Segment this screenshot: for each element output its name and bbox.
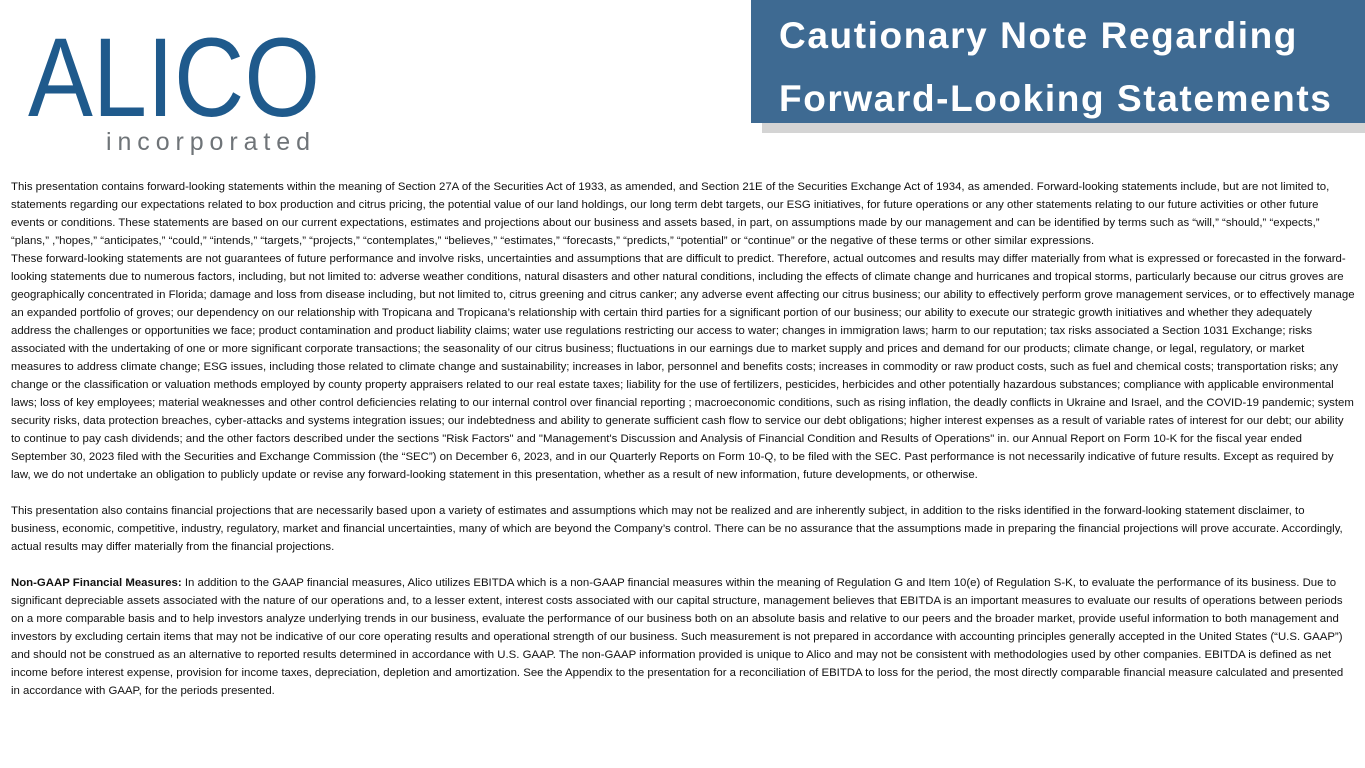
- paragraph-spacer: [11, 556, 1355, 574]
- paragraph-spacer: [11, 484, 1355, 502]
- paragraph-forward-looking-intro: This presentation contains forward-looking statements within the meaning of Section 27A of the Securities Act of 1933, as amended, and Section 21E of the Securities Exchange Act of 1934, as amended. Forward-looking statements include, but are not limited to, statements regarding our expectations related to box production and citrus pricing, the potential value of our land holdings, our long term debt targets, our ESG initiatives, for future operations or any other statements relating to our future activities or other future events or conditions. These statements are based on our current expectations, estimates and projections about our business and assets based, in part, on assumptions made by our management and can be identified by terms such as “will,” “should,” “expects,” “plans,” ,”hopes,” “anticipates,” “could,” “intends,” “targets,” “projects,” “contemplates,” “believes,” “estimates,” “forecasts,” “predicts,” “potential” or “continue” or the negative of these terms or other similar expressions.: [11, 181, 1330, 247]
- paragraph-non-gaap: [11, 574, 1355, 700]
- logo-tagline-text: incorporated: [106, 128, 310, 156]
- paragraph-risk-factors: These forward-looking statements are not guarantees of future performance and involve risks, uncertainties and assumptions that are difficult to predict. Therefore, actual outcomes and results may differ materially from what is expressed or forecasted in the forward-looking statements due to numerous factors, including, but not limited to: adverse weather conditions, natural disasters and other natural conditions, including the effects of climate change and hurricanes and tropical storms, particularly because our citrus groves are geographically concentrated in Florida; damage and loss from disease including, but not limited to, citrus greening and citrus canker; any adverse event affecting our citrus business; our ability to effectively perform grove management services, or to effectively manage an expanded portfolio of groves; our dependency on our relationship with Tropicana and Tropicana’s relationship with certain third parties for a significant portion of our business; our ability to execute our strategic growth initiatives and whether they adequately address the challenges or opportunities we face; product contamination and product liability claims; water use regulations restricting our access to water; changes in immigration laws; harm to our reputation; tax risks associated a Section 1031 Exchange; risks associated with the undertaking of one or more significant corporate transactions; the seasonality of our citrus business; fluctuations in our earnings due to market supply and prices and demand for our products; climate change, or legal, regulatory, or market measures to address climate change; ESG issues, including those related to climate change and sustainability; increases in labor, personnel and benefits costs; increases in commodity or raw product costs, such as fuel and chemical costs; transportation risks; any change or the classification or valuation methods employed by county property appraisers related to our real estate taxes; liability for the use of fertilizers, pesticides, herbicides and other potentially hazardous substances; compliance with applicable environmental laws; loss of key employees; material weaknesses and other control deficiencies relating to our internal control over financial reporting ; macroeconomic conditions, such as rising inflation, the deadly conflicts in Ukraine and Israel, and the COVID-19 pandemic; system security risks, data protection breaches, cyber-attacks and systems integration issues; our indebtedness and ability to generate sufficient cash flow to service our debt obligations; higher interest expenses as a result of variable rates of interest for our debt; our ability to continue to pay cash dividends; and the other factors described under the sections "Risk Factors" and "Management's Discussion and Analysis of Financial Condition and Results of Operations" in. our Annual Report on Form 10-K for the fiscal year ended September 30, 2023 filed with the Securities and Exchange Commission (the “SEC”) on December 6, 2023, and in our Quarterly Reports on Form 10-Q, to be filed with the SEC. Past performance is not necessarily indicative of future results. Except as required by law, we do not undertake an obligation to publicly update or revise any forward-looking statement in this presentation, whether as a result of new information, future developments, or otherwise.: [11, 253, 1355, 481]
- non-gaap-body: In addition to the GAAP financial measures, Alico utilizes EBITDA which is a non-GAAP financial measures within the meaning of Regulation G and Item 10(e) of Regulation S-K, to evaluate the performance of its business. Due to significant depreciable assets associated with the nature of our operations and, to a lesser extent, interest costs associated with our capital structure, management believes that EBITDA is an important measures to evaluate our results of operations between periods on a more comparable basis and to help investors analyze underlying trends in our business, evaluate the performance of our business both on an absolute basis and relative to our peers and the broader market, provide useful information to both management and investors by excluding certain items that may not be indicative of our core operating results and operational strength of our business. Such measurement is not prepared in accordance with accounting principles generally accepted in the United States (“U.S. GAAP”) and should not be construed as an alternative to reported results determined in accordance with U.S. GAAP. The non-GAAP information provided is unique to Alico and may not be consistent with methodologies used by other companies. EBITDA is defined as net income before interest expense, provision for income taxes, depreciation, depletion and amortization. See the Appendix to the presentation for a reconciliation of EBITDA to loss for the period, the most directly comparable financial measure calculated and presented in accordance with GAAP, for the periods presented.: [11, 577, 1344, 697]
- disclaimer-body: [11, 178, 1355, 700]
- paragraph-financial-projections: This presentation also contains financial projections that are necessarily based upon a variety of estimates and assumptions which may not be realized and are inherently subject, in addition to the risks identified in the forward-looking statement disclaimer, to business, economic, competitive, industry, regulatory, market and financial uncertainties, many of which are beyond the Company’s control. There can be no assurance that the assumptions made in preparing the financial projections will prove accurate. Accordingly, actual results may differ materially from the financial projections.: [11, 505, 1343, 553]
- title-banner: [751, 0, 1365, 123]
- non-gaap-heading: Non-GAAP Financial Measures:: [11, 577, 182, 589]
- logo-brand-text: ALICO: [28, 20, 320, 140]
- title-line-2: Forward-Looking Statements: [779, 78, 1333, 119]
- title-line-1: Cautionary Note Regarding: [779, 15, 1298, 56]
- alico-logo: [26, 20, 326, 160]
- alico-logo-mark: [26, 20, 326, 160]
